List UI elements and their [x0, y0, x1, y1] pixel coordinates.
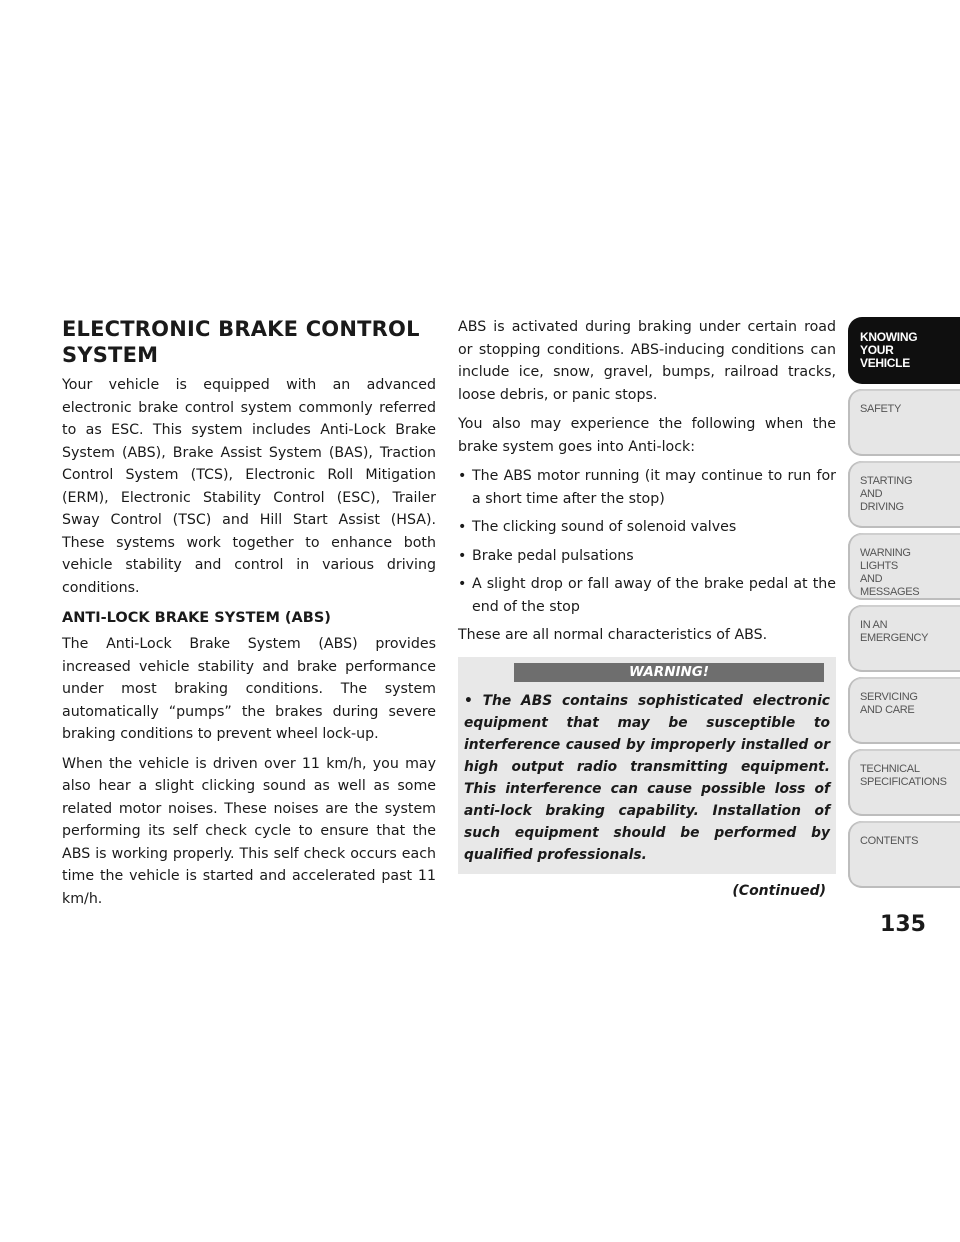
- list-item: • A slight drop or fall away of the brake pedal at the end of the stop: [458, 573, 836, 618]
- abs-activation-paragraph: ABS is activated during braking under certain road or stopping conditions. ABS-inducing conditions can include ice, snow, gravel, bumps, railroad tracks, loose debris, or panic stops.: [458, 319, 836, 403]
- tab-technical-specifications[interactable]: TECHNICAL SPECIFICATIONS: [848, 749, 960, 816]
- warning-box: [458, 657, 836, 874]
- continued-label: (Continued): [732, 882, 826, 899]
- tab-warning-lights-and-messages[interactable]: WARNING LIGHTS AND MESSAGES: [848, 533, 960, 600]
- abs-paragraph-1: The Anti-Lock Brake System (ABS) provides increased vehicle stability and brake performance under most braking conditions. The system automatically “pumps” the brakes during severe braking conditions to prevent wheel lock-up.: [62, 636, 436, 742]
- chapter-tabs: [848, 317, 960, 893]
- tab-contents[interactable]: CONTENTS: [848, 821, 960, 888]
- anti-lock-effects-list: [458, 465, 836, 618]
- left-column: [62, 316, 436, 917]
- warning-text: • The ABS contains sophisticated electronic equipment that may be susceptible to interference caused by improperly installed or high output radio transmitting equipment. This interference can cause possible loss of anti-lock braking capability. Installation of such equipment should be performed by qualified professionals.: [464, 692, 830, 863]
- tab-starting-and-driving[interactable]: STARTING AND DRIVING: [848, 461, 960, 528]
- tab-servicing-and-care[interactable]: SERVICING AND CARE: [848, 677, 960, 744]
- tab-in-an-emergency[interactable]: IN AN EMERGENCY: [848, 605, 960, 672]
- abs-subheading: ANTI-LOCK BRAKE SYSTEM (ABS): [62, 610, 331, 626]
- list-item: • The clicking sound of solenoid valves: [458, 516, 836, 539]
- tab-knowing-your-vehicle[interactable]: KNOWING YOUR VEHICLE: [848, 317, 960, 384]
- list-item: • Brake pedal pulsations: [458, 545, 836, 568]
- normal-characteristics-paragraph: These are all normal characteristics of ABS.: [458, 627, 768, 643]
- intro-paragraph: Your vehicle is equipped with an advanced electronic brake control system commonly referred to as ESC. This system includes Anti-Lock Brake System (ABS), Brake Assist System (BAS), Traction Control System (TCS), Electronic Roll Mitigation (ERM), Electronic Stability Control (ESC), Trailer Sway Control (TSC) and Hill Start Assist (HSA). These systems work together to enhance both vehicle stability and control in various driving conditions.: [62, 377, 436, 596]
- right-column: [458, 316, 836, 902]
- warning-title: WARNING!: [514, 663, 824, 682]
- anti-lock-intro-paragraph: You also may experience the following when the brake system goes into Anti-lock:: [458, 416, 836, 455]
- list-item: • The ABS motor running (it may continue to run for a short time after the stop): [458, 465, 836, 510]
- tab-safety[interactable]: SAFETY: [848, 389, 960, 456]
- abs-paragraph-2: When the vehicle is driven over 11 km/h, you may also hear a slight clicking sound as well as some related motor noises. These noises are the system performing its self check cycle to ensure that the ABS is working properly. This self check occurs each time the vehicle is started and accelerated past 11 km/h.: [62, 755, 436, 907]
- section-heading: ELECTRONIC BRAKE CONTROL SYSTEM: [62, 317, 420, 367]
- page-number: 135: [880, 912, 926, 937]
